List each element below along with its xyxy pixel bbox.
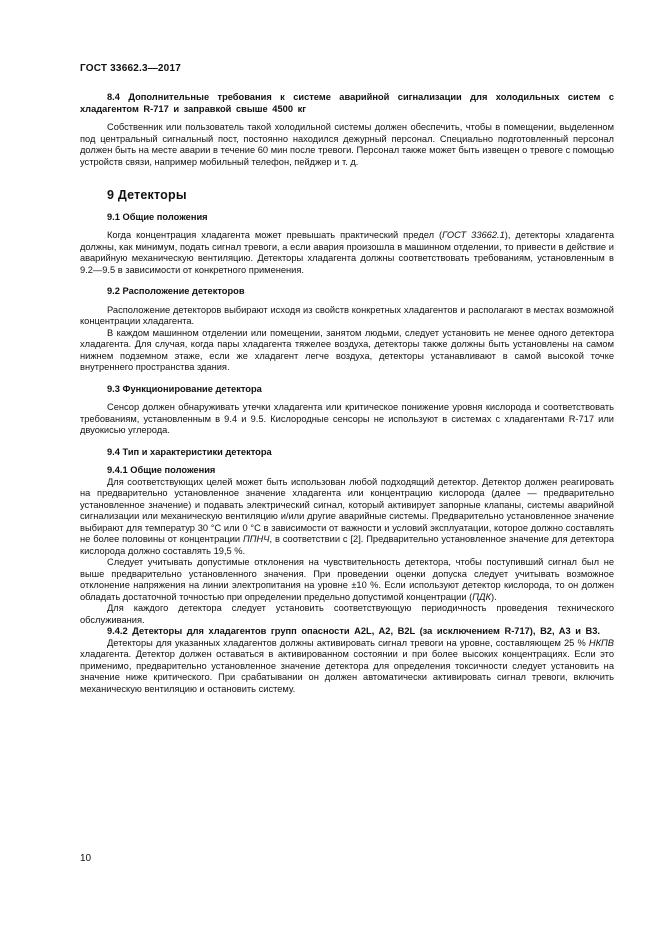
- section-9-4-2-title: 9.4.2 Детекторы для хладагентов групп опасности A2L, A2, B2L (за исключением R-717), B2, A3 и B3.: [107, 626, 601, 636]
- section-9-2-paragraph-1: Расположение детекторов выбирают исходя из свойств конкретных хладагентов и располагают в местах возможной концентрации хладагента.: [80, 304, 614, 326]
- section-9-4-2-paragraph: [80, 638, 614, 696]
- page-content: [80, 92, 614, 695]
- text-run: Следует учитывать допустимые отклонения на чувствительность детектора, чтобы поступивший сигнал был не выше предварительно установленного значения. При проведении оценки допуска следует учитывать возможное отклонение напряжения на линии электропитания на уровне ±10 %. Если используют детектор кислорода, то он должен обладать достаточной точностью при определении предельно допустимой концентрации (: [80, 557, 614, 602]
- text-run: хладагента. Детектор должен оставаться в активированном состоянии и при более высоких концентрациях. Если это применимо, предварительно установленное значение детектора для определения токсичности следует установить на значение ниже критического. При срабатывании он должен автоматически активировать сигнал тревоги, включить механическую вентиляцию и остановить систему.: [80, 649, 614, 694]
- text-run: , в соответствии с [2]. Предварительно установленное значение для детектора кислорода должно составлять 19,5 %.: [80, 534, 614, 556]
- standard-reference: ГОСТ 33662.1: [442, 230, 505, 240]
- section-9-2-paragraph-2: В каждом машинном отделении или помещении, занятом людьми, следует установить не менее одного детектора хладагента. Для случая, когда пары хладагента тяжелее воздуха, детекторы также должны быть установлены на самом нижнем подземном этаже, если же хладагент легче воздуха, детекторы устанавливают в самой высокой точке внутреннего пространства здания.: [80, 327, 614, 372]
- text-run: ), детекторы хладагента должны, как минимум, подать сигнал тревоги, а если авария произошла в машинном отделении, то привести в действие и аварийную механическую вентиляцию. Детекторы хладагента должны соответствовать требованиям, установленным в 9.2—9.5 в зависимости от конкретного применения.: [80, 230, 614, 275]
- section-9-3-paragraph: Сенсор должен обнаруживать утечки хладагента или критическое понижение уровня кислорода и соответствовать требованиям, установленным в 9.4 и 9.5. Кислородные сенсоры не используют в системах с хладагентами R-717 или двуокисью углерода.: [80, 402, 614, 435]
- section-8-4-title: 8.4 Дополнительные требования к системе аварийной сигнализации для холодильных систем с хладагентом R-717 и заправкой свыше 4500 кг: [80, 92, 614, 114]
- section-9-4-1-paragraph-1: [80, 477, 614, 558]
- text-run: Детекторы для указанных хладагентов должны активировать сигнал тревоги на уровне, составляющем 25 %: [107, 637, 589, 648]
- abbreviation-pdk: ПДК: [472, 591, 492, 602]
- section-9-1-title: 9.1 Общие положения: [107, 211, 208, 222]
- abbreviation-ppnch: ППНЧ: [243, 534, 270, 544]
- section-9-4-1-paragraph-2: [80, 557, 614, 603]
- section-9-4-title: 9.4 Тип и характеристики детектора: [107, 446, 272, 457]
- section-9-title: 9 Детекторы: [107, 188, 187, 202]
- standard-header: ГОСТ 33662.3—2017: [80, 63, 181, 74]
- text-run: ).: [491, 591, 497, 602]
- section-9-3-title: 9.3 Функционирование детектора: [107, 383, 262, 394]
- text-run: Когда концентрация хладагента может превышать практический предел (: [107, 230, 443, 240]
- text-run: Для соответствующих целей может быть использован любой подходящий детектор. Детектор должен реагировать на предварительно установленное значение хладагента или концентрацию кислорода (далее — предварительно установленное значение) и подавать электрический сигнал, который активирует запорные клапаны, системы аварийной сигнализации или механическую вентиляцию и/или другие аварийные системы. Предварительно установленное значение выбирают для температур 30 °С или 0 °С в зависимости от важности и условий эксплуатации, которое должно составлять не более половины от концентрации: [80, 476, 614, 544]
- abbreviation-nkpv: НКПВ: [588, 637, 614, 648]
- section-9-1-paragraph: [80, 230, 614, 276]
- section-9-4-1-paragraph-3: Для каждого детектора следует установить соответствующую периодичность проведения технического обслуживания.: [80, 603, 614, 625]
- section-9-2-title: 9.2 Расположение детекторов: [107, 286, 245, 296]
- section-8-4-paragraph: Собственник или пользователь такой холодильной системы должен обеспечить, чтобы в помещении, выделенном под центральный сигнальный пост, постоянно находился дежурный персонал. Специально подготовленный персонал должен быть на месте аварии в течение 60 мин после тревоги. Персонал также может быть извещен о тревоге с помощью устройств связи, например мобильный телефон, пейджер и т. д.: [80, 122, 614, 167]
- section-9-4-1-title: 9.4.1 Общие положения: [107, 465, 216, 475]
- page-number: 10: [80, 853, 92, 864]
